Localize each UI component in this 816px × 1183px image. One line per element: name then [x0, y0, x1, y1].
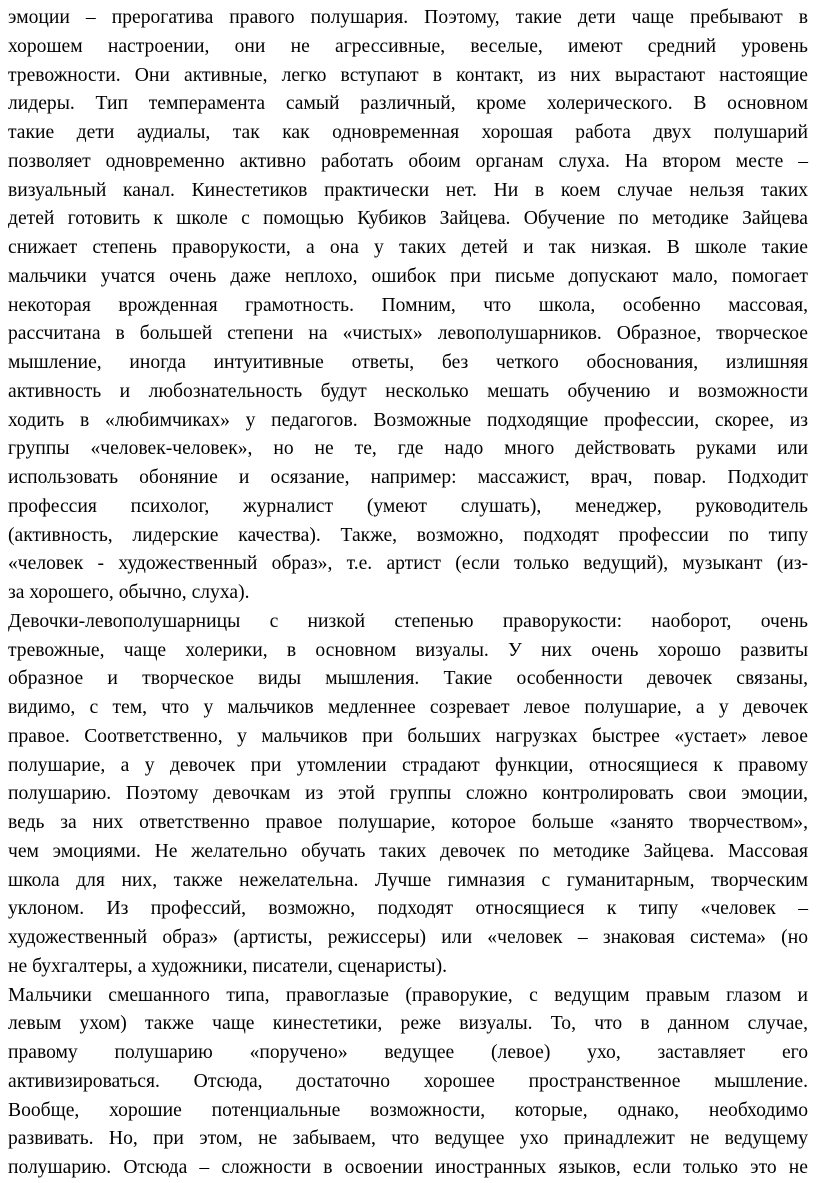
text-line: полушарие, а у девочек при утомлении страдают функции, относящиеся к правому — [8, 754, 808, 776]
text-line: такие дети аудиалы, так как одновременная хорошая работа двух полушарий — [8, 122, 808, 143]
text-line: правое. Соответственно, у мальчиков при больших нагрузках быстрее «устает» левое — [8, 725, 808, 747]
text-line: видимо, с тем, что у мальчиков медленнее созревает левое полушарие, а у девочек — [8, 697, 808, 718]
text-line: лидеры. Тип темперамента самый различный, кроме холерического. В основном — [8, 93, 808, 115]
text-line: рассчитана в большей степени на «чистых» левополушарников. Образное, творческое — [8, 323, 808, 345]
text-line: визуальный канал. Кинестетиков практически нет. Ни в коем случае нельзя таких — [8, 179, 808, 201]
text-line: группы «человек-человек», но не те, где надо много действовать руками или — [8, 438, 808, 460]
text-line: ходить в «любимчиках» у педагогов. Возможные подходящие профессии, скорее, из — [8, 409, 808, 431]
text-line: мышление, иногда интуитивные ответы, без четкого обоснования, излишняя — [8, 352, 808, 373]
text-line: снижает степень праворукости, а она у таких детей и так низкая. В школе такие — [8, 237, 808, 258]
text-line: Мальчики смешанного типа, правоглазые (праворукие, с ведущим правым глазом и — [8, 984, 808, 1006]
text-line: «человек - художественный образ», т.е. артист (если только ведущий), музыкант (из- — [8, 553, 808, 575]
text-line: ведь за них ответственно правое полушарие, которое больше «занято творчеством», — [8, 812, 808, 833]
text-line: тревожные, чаще холерики, в основном визуалы. У них очень хорошо развиты — [8, 639, 808, 661]
text-line: мальчики учатся очень даже неплохо, ошибок при письме допускают мало, помогает — [8, 265, 808, 287]
text-line: активизироваться. Отсюда, достаточно хорошее пространственное мышление. — [8, 1070, 808, 1092]
text-line: уклоном. Из профессий, возможно, подходят относящиеся к типу «человек – — [8, 898, 808, 920]
text-line: эмоции – прерогатива правого полушария. Поэтому, такие дети чаще пребывают в — [8, 7, 808, 28]
text-line: позволяет одновременно активно работать обоим органам слуха. На втором месте – — [8, 150, 808, 172]
text-line: не бухгалтеры, а художники, писатели, сценаристы). — [8, 955, 448, 977]
text-line: тревожности. Они активные, легко вступают в контакт, из них вырастают настоящие — [8, 64, 808, 86]
text-line: хорошем настроении, они не агрессивные, веселые, имеют средний уровень — [8, 35, 808, 57]
text-line: Девочки-левополушарницы с низкой степенью праворукости: наоборот, очень — [8, 610, 808, 632]
text-line: Вообще, хорошие потенциальные возможности, которые, однако, необходимо — [8, 1099, 808, 1121]
text-line: за хорошего, обычно, слуха). — [8, 582, 250, 603]
text-line: использовать обоняние и осязание, например: массажист, врач, повар. Подходит — [8, 467, 808, 488]
text-line: художественный образ» (артисты, режиссеры) или «человек – знаковая система» (но — [8, 927, 808, 948]
text-line: правому полушарию «поручено» ведущее (левое) ухо, заставляет его — [8, 1042, 808, 1063]
text-line: активность и любознательность будут несколько мешать обучению и возможности — [8, 380, 808, 402]
text-line: образное и творческое виды мышления. Такие особенности девочек связаны, — [8, 668, 808, 690]
text-line: левым ухом) также чаще кинестетики, реже визуалы. То, что в данном случае, — [8, 1013, 808, 1035]
text-line: школа для них, также нежелательна. Лучше гимназия с гуманитарным, творческим — [8, 869, 808, 891]
text-line: чем эмоциями. Не желательно обучать таких девочек по методике Зайцева. Массовая — [8, 840, 808, 862]
text-line: (активность, лидерские качества). Также, возможно, подходят профессии по типу — [8, 524, 808, 546]
text-line: полушарию. Отсюда – сложности в освоении иностранных языков, если только это не — [8, 1157, 808, 1178]
text-line: некоторая врожденная грамотность. Помним, что школа, особенно массовая, — [8, 294, 808, 316]
body-text — [8, 4, 808, 1183]
text-line: профессия психолог, журналист (умеют слушать), менеджер, руководитель — [8, 495, 808, 517]
text-line: детей готовить к школе с помощью Кубиков Зайцева. Обучение по методике Зайцева — [8, 208, 808, 230]
text-line: полушарию. Поэтому девочкам из этой группы сложно контролировать свои эмоции, — [8, 783, 808, 805]
text-line: развивать. Но, при этом, не забываем, что ведущее ухо принадлежит не ведущему — [8, 1128, 808, 1150]
